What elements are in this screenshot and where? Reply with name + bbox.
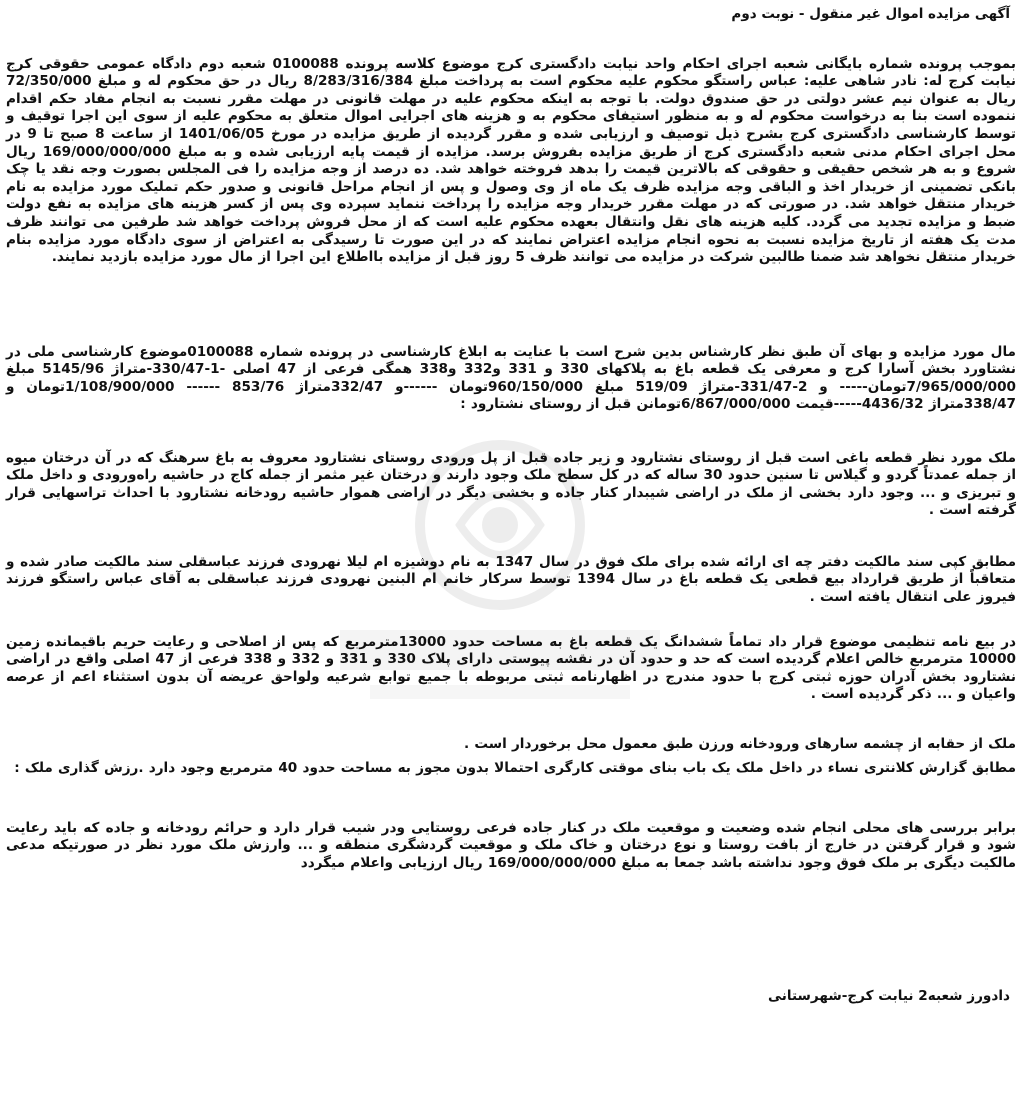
notice-paragraph-3: ملک مورد نظر قطعه باغی است قبل از روستای نشتارود و زیر جاده قبل از پل ورودی روستای نشتارود معروف به باغ سرهنگ که در آن درختان میوه از جمله عمدتاً گردو و گیلاس تا سنین حدود 30 ساله که در کل سطح ملک وجود دارند و درختان غیر مثمر از جمله کاج در حاشیه راه‌ورودی و داخل ملک و تبریزی و ... وجود دارد بخشی از ملک در اراضی شیبدار کنار جاده و بخشی دیگر در اراضی هموار حاشیه رودخانه نشتارود با احداث تراسهایی قرار گرفته است . <box>6 449 1016 519</box>
notice-paragraph-5: در بیع نامه تنظیمی موضوع قرار داد تماماً ششدانگ یک قطعه باغ به مساحت حدود 13000مترمربع که پس از اصلاحی و رعایت حریم باقیمانده زمین 10000 مترمربع خالص اعلام گردیده است که حد و حدود آن در نقشه پیوستی دارای پلاک 330 و 331 و 332 و 338 فرعی از 47 اصلی واقع در اراضی نشتارود بخش آدران حوزه ثبتی کرج با حدود مندرج در اظهارنامه ثبتی مربوطه با جمیع توابع شرعیه ولواحق عریضه آن بدون استثناء اعم از عرصه واعیان و ... ذکر گردیده است . <box>6 633 1016 703</box>
notice-paragraph-2: مال مورد مزایده و بهای آن طبق نظر کارشناس بدین شرح است با عنایت به ابلاغ کارشناسی در پرونده شماره 0100088موضوع کارشناسی ملی در نشتاورد بخش آسارا کرج و معرفی یک قطعه باغ به پلاکهای 330 و 331 و332 و338 همگی فرعی از 47 اصلی -1-330/47-متراژ 5145/96 مبلغ 7/965/000/000تومان----- و 2-331/47-متراژ 519/09 مبلغ 960/150/000تومان ------و 332/47متراژ 853/76 ------ 1/108/900/000تومان و 338/47متراژ 4436/32-----قیمت 6/867/000/000تومانن قبل از روستای نشتارود : <box>6 343 1016 413</box>
signature-line: دادورز شعبه2 نیابت کرج-شهرستانی <box>768 988 1010 1004</box>
notice-paragraph-4: مطابق کپی سند مالکیت دفتر چه ای ارائه شده برای ملک فوق در سال 1347 به نام دوشیزه ام لیلا نهرودی فرزند عباسقلی سند مالکیت صادر شده و متعاقباً از طریق قرارداد بیع قطعی یک قطعه باغ در سال 1394 توسط سرکار خانم ام البنین نهرودی فرزند عباسقلی به آقای عباس راستگو فرزند فیروز علی انتقال یافته است . <box>6 553 1016 605</box>
notice-paragraph-6: ملک از حقابه از چشمه سارهای ورودخانه ورزن طبق معمول محل برخوردار است . <box>463 735 1016 752</box>
notice-paragraph-8: برابر بررسی های محلی انجام شده وضعیت و موقعیت ملک در کنار جاده فرعی روستایی ودر شیب قرار دارد و حرائم رودخانه و جاده که باید رعایت شود و قرار گرفتن در خارج از بافت روستا و نوع درختان و خاک ملک و موقعیت گردشگری منطقه و ... وارزش ملک مورد نظر در صورتیکه مدعی مالکیت دیگری بر ملک فوق وجود نداشته باشد جمعا به مبلغ 169/000/000/000 ریال ارزیابی واعلام میگردد <box>6 819 1016 871</box>
notice-paragraph-1: بموجب پرونده شماره بایگانی شعبه اجرای احکام واحد نیابت دادگستری کرج موضوع کلاسه پرونده 0100088 شعبه دوم دادگاه عمومی حقوقی کرج نیابت کرج له: نادر شاهی علیه: عباس راستگو محکوم علیه محکوم است به پرداخت مبلغ 8/283/316/384 ریال در حق محکوم له و مبلغ 72/350/000 ریال به عنوان نیم عشر دولتی در حق صندوق دولت. با توجه به اینکه محکوم علیه در مهلت قانونی در مهلت مقرر نسبت به انجام مفاد حکم اقدام ننموده است بنا به درخواست محکوم له و به منظور استیفای محکوم به و هزینه های اجرایی اموال متعلق به محکوم علیه از سوی این اجرا توقیف و توسط کارشناسی دادگستری کرج بشرح ذیل توصیف و ارزیابی شده و مقرر گردیده از طریق مزایده در مورخ 1401/06/05 از ساعت 8 صبح تا 9 در محل اجرای احکام مدنی شعبه دادگستری کرج از طریق مزایده بفروش برسد. مزایده از قیمت پایه ارزیابی شده و به مبلغ 169/000/000/000 ریال شروع و به هر شخص حقیقی و حقوقی که بالاترین قیمت را بدهد فروخته خواهد شد. ده درصد از وجه مزایده را فی المجلس بصورت وجه نقد یا چک بانکی تضمینی از خریدار اخذ و الباقی وجه مزایده ظرف یک ماه از وی وصول و پس از انجام مراحل قانونی و صدور حکم تملیک مورد مزایده به نام خریدار منتقل خواهد شد. در صورتی که در مهلت مقرر خریدار وجه مزایده را پرداخت ننماید سپرده وی پس از کسر هزینه های مزایده به نفع دولت ضبط و مزایده تجدید می گردد. کلیه هزینه های نقل وانتقال بعهده محکوم علیه است که از محل فروش پرداخت خواهد شد طرفین می توانند ظرف مدت یک هفته از تاریخ مزایده نسبت به نحوه انجام مزایده اعتراض نمایند که در این صورت تا رسیدگی به اعتراض از سوی دادگاه مورد مزایده بنام خریدار منتقل نخواهد شد ضمنا طالبین شرکت در مزایده می توانند ظرف 5 روز قبل از مزایده بااطلاع این اجرا از مال مورد مزایده بازدید نمایند. <box>6 55 1016 266</box>
notice-title: آگهی مزایده اموال غیر منقول - نوبت دوم <box>731 6 1010 22</box>
notice-paragraph-7: مطابق گزارش کلانتری نساء در داخل ملک یک باب بنای موقتی کارگری احتمالا بدون مجوز به مساحت حدود 40 مترمربع وجود دارد .رزش گذاری ملک : <box>14 759 1016 776</box>
